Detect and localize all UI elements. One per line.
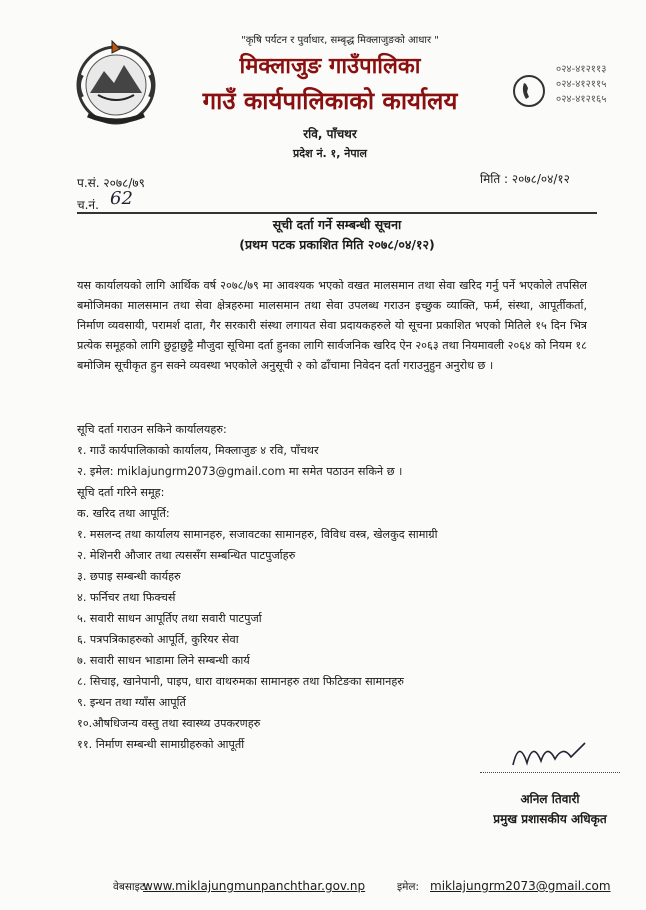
reference-number: प.सं. २०७८/७९: [77, 176, 145, 190]
group-item: ५. सवारी साधन आपूर्तिए तथा सवारी पाटपुर्जा: [77, 612, 262, 625]
website-link[interactable]: www.miklajungmunpanchthar.gov.np: [143, 879, 366, 893]
notice-body: यस कार्यालयको लागि आर्थिक वर्ष २०७८/७९ मा आवश्यक भएको वखत मालसमान तथा सेवा खरिद गर्नु पर्ने भएकोले तपसिल बमोजिमका मालसमान तथा सेवा क्षेत्रहरुमा मालसमान तथा सेवा उपलब्ध गराउन इच्छुक व्याक्ति, फर्म, संस्था, आपूर्तीकर्ता, निर्माण व्यवसायी, परामर्श दाता, गैर सरकारी संस्था लगायत सेवा प्रदायकहरुले यो सूचना प्रकाशित भएको मितिले १५ दिन भित्र प्रत्येक समूहको लागि छुट्टाछुट्टै मौजुदा सूचिमा दर्ता हुनका लागि सार्वजनिक खरिद ऐन २०६३ तथा नियमावली २०६४ को नियम १८ बमोजिम सूचीकृत हुन सक्ने व्यवस्था भएकोले अनुसूची २ को ढाँचामा निवेदन दर्ता गराउनुहुन अनुरोध छ ।: [77, 279, 587, 372]
group-item: ३. छपाइ सम्बन्धी कार्यहरु: [77, 570, 181, 583]
motto: "कृषि पर्यटन र पुर्वाधार, सम्बृद्ध मिक्लाजुङको आधार ": [241, 35, 439, 46]
group-item: ४. फर्निचर तथा फिक्चर्स: [77, 591, 176, 604]
submit-item: १. गाउँ कार्यपालिकाको कार्यालय, मिक्लाजुङ ४ रवि, पाँचथर: [77, 444, 319, 457]
phone-icon: [512, 74, 546, 108]
phone-number: ०२४-४१२११५: [556, 79, 607, 90]
group-item: ८. सिचाइ, खानेपानी, पाइप, धारा वाथरुमका सामानहरु तथा फिटिङका सामानहरु: [77, 675, 404, 688]
chalani-label: च.नं.: [77, 198, 99, 212]
address-line2: प्रदेश नं. १, नेपाल: [293, 147, 367, 160]
office-name: गाउँ कार्यपालिकाको कार्यालय: [202, 87, 458, 115]
group-item: ६. पत्रपत्रिकाहरुको आपूर्ति, कुरियर सेवा: [77, 633, 239, 646]
group-item: २. मेशिनरी औजार तथा त्यससँग सम्बन्धित पाटपुर्जाहरु: [77, 549, 296, 562]
group-item: ११. निर्माण सम्बन्धी सामाग्रीहरुको आपूर्ती: [77, 738, 245, 751]
notice-title: सूची दर्ता गर्ने सम्बन्धी सूचना: [272, 217, 402, 232]
groups-subheading: क. खरिद तथा आपूर्ति:: [77, 507, 170, 520]
group-item: १. मसलन्द तथा कार्यालय सामानहरु, सजावटका सामानहरु, विविध वस्त्र, खेलकुद सामाग्री: [77, 528, 438, 541]
signature-scribble: [505, 735, 595, 775]
issue-date: मिति : २०७८/०४/१२: [480, 172, 570, 186]
signature-line: [480, 772, 620, 773]
org-name: मिक्लाजुङ गाउँपालिका: [239, 54, 421, 79]
divider: [77, 212, 597, 214]
submit-heading: सूचि दर्ता गराउन सकिने कार्यालयहरु:: [77, 423, 227, 436]
signatory-title: प्रमुख प्रशासकीय अधिकृत: [493, 812, 607, 826]
chalani-number: 62: [110, 188, 133, 209]
group-item: ९. इन्धन तथा ग्याँस आपूर्ति: [77, 696, 186, 709]
website-label: वेबसाइट:: [113, 881, 149, 893]
phone-list: [556, 62, 606, 107]
address-line1: रवि, पाँचथर: [303, 127, 357, 141]
email-link[interactable]: miklajungrm2073@gmail.com: [430, 879, 611, 893]
phone-number: ०२४-४१२१६५: [556, 94, 607, 105]
notice-subtitle: (प्रथम पटक प्रकाशित मिति २०७८/०४/१२): [239, 237, 435, 252]
group-item: १०.औषधिजन्य वस्तु तथा स्वास्थ्य उपकरणहरु: [77, 717, 261, 730]
phone-number: ०२४-४१२११३: [556, 64, 607, 75]
groups-heading: सूचि दर्ता गरिने समूह:: [77, 486, 165, 499]
group-item: ७. सवारी साधन भाडामा लिने सम्बन्धी कार्य: [77, 654, 250, 667]
submit-item-email: २. इमेल: miklajungrm2073@gmail.com मा समेत पठाउन सकिने छ ।: [77, 465, 403, 478]
email-label: इमेल:: [397, 881, 420, 893]
signatory-name: अनिल तिवारी: [520, 792, 580, 806]
